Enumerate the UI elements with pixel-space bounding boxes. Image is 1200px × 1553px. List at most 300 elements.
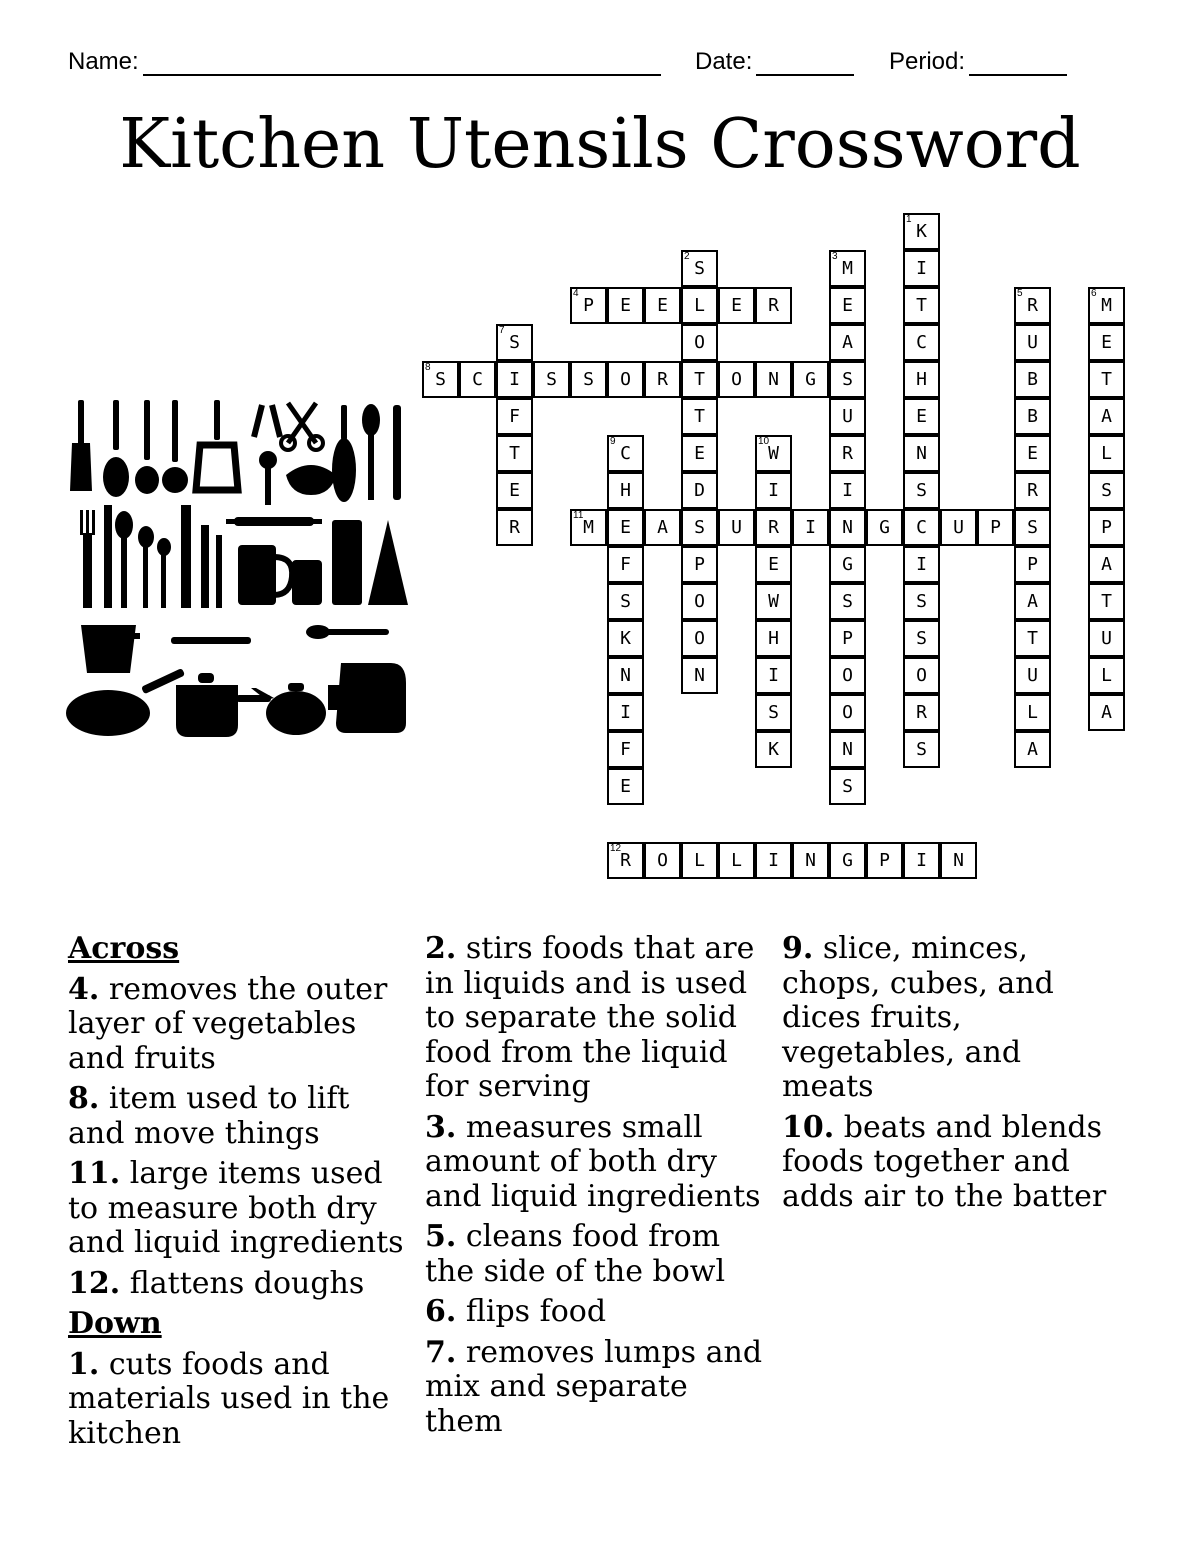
cell-letter: S [620,591,631,612]
crossword-cell[interactable] [829,731,866,768]
clues-column-3 [782,932,1122,1220]
clue-down-10: 10. beats and blends foods together and adds air to the batter [782,1109,1107,1214]
cell-letter: C [916,517,927,538]
clue-number: 1 [906,214,912,225]
cell-letter: R [768,295,779,316]
crossword-cell[interactable] [755,361,792,398]
ladle-icon [135,400,159,494]
scissors-icon [281,403,323,450]
crossword-cell[interactable] [1014,657,1051,694]
cell-letter: A [1101,702,1112,723]
cell-letter: L [694,295,705,316]
cell-letter: G [842,554,853,575]
cell-letter: R [842,443,853,464]
crossword-cell[interactable] [903,250,940,287]
crossword-cell[interactable] [829,250,866,287]
cell-letter: E [657,295,668,316]
crossword-cell[interactable] [1088,361,1125,398]
teapot-icon [251,683,326,735]
period-line[interactable] [969,50,1067,76]
period-label: Period: [889,48,966,75]
crossword-cell[interactable] [903,324,940,361]
cell-letter: C [916,332,927,353]
crossword-cell[interactable] [866,842,903,879]
cell-letter: E [620,295,631,316]
cell-letter: E [731,295,742,316]
crossword-cell[interactable] [570,509,607,546]
crossword-cell[interactable] [718,287,755,324]
crossword-cell[interactable] [829,509,866,546]
spoon-icon [115,511,133,608]
crossword-cell[interactable] [496,398,533,435]
crossword-cell[interactable] [1088,398,1125,435]
cell-letter: B [1027,406,1038,427]
crossword-cell[interactable] [1088,509,1125,546]
cell-letter: D [694,480,705,501]
slotted-spoon-icon [103,400,129,497]
crossword-cell[interactable] [1014,694,1051,731]
crossword-cell[interactable] [1014,620,1051,657]
cell-letter: I [620,702,631,723]
crossword-cell[interactable] [644,287,681,324]
funnel-icon [368,520,408,605]
cell-letter: P [879,850,890,871]
crossword-cell[interactable] [644,842,681,879]
cell-letter: E [768,554,779,575]
crossword-cell[interactable] [866,509,903,546]
crossword-cell[interactable] [681,546,718,583]
wooden-spoon-icon [362,404,380,500]
cell-letter: I [805,517,816,538]
crossword-cell[interactable] [903,509,940,546]
cell-letter: R [768,517,779,538]
crossword-cell[interactable] [681,287,718,324]
down-heading: Down [68,1306,162,1341]
cell-letter: L [1101,443,1112,464]
spatula-icon [70,400,92,491]
crossword-cell[interactable] [829,472,866,509]
cell-letter: L [731,850,742,871]
cell-letter: P [1101,517,1112,538]
cell-letter: H [620,480,631,501]
crossword-cell[interactable] [1014,361,1051,398]
paring-knife-icon [201,525,222,608]
crossword-cell[interactable] [903,620,940,657]
crossword-cell[interactable] [607,657,644,694]
crossword-cell[interactable] [533,361,570,398]
crossword-cell[interactable] [681,361,718,398]
clue-across-12: 12. flattens doughs [68,1265,365,1301]
clue-number: 11 [573,510,584,521]
cell-letter: U [1101,628,1112,649]
tall-glass-icon [332,520,362,605]
measuring-spoon-icon [259,451,277,505]
crossword-cell[interactable] [829,324,866,361]
clue-number: 6 [1091,288,1097,299]
cell-letter: E [916,406,927,427]
page-title: Kitchen Utensils Crossword [119,105,1081,184]
cell-letter: T [916,295,927,316]
cell-letter: S [916,591,927,612]
crossword-cell[interactable] [718,361,755,398]
crossword-cell[interactable] [1014,324,1051,361]
cell-letter: G [805,369,816,390]
cell-letter: F [620,554,631,575]
cell-letter: A [1101,406,1112,427]
clue-across-8: 8. item used to lift and move things [68,1081,350,1151]
cell-letter: M [842,258,853,279]
clue-across-11: 11. large items used to measure both dry and liquid ingredients [68,1156,404,1260]
crossword-cell[interactable] [681,324,718,361]
cell-letter: R [916,702,927,723]
clues-column-1 [68,932,413,1457]
cell-letter: L [1027,702,1038,723]
crossword-cell[interactable] [681,398,718,435]
cell-letter: R [657,369,668,390]
small-spoon-icon [157,538,171,608]
crossword-cell[interactable] [570,361,607,398]
crossword-cell[interactable] [755,287,792,324]
crossword-cell[interactable] [1014,398,1051,435]
clue-down-6: 6. flips food [425,1294,607,1329]
clues-column-2 [425,932,765,1445]
crossword-cell[interactable] [829,620,866,657]
cell-letter: E [1027,443,1038,464]
crossword-cell[interactable] [1088,472,1125,509]
cup-icon [292,560,322,605]
crossword-cell[interactable] [496,361,533,398]
clue-number: 4 [573,288,579,299]
crossword-cell[interactable] [1014,287,1051,324]
crossword-cell[interactable] [607,620,644,657]
crossword-cell[interactable] [829,398,866,435]
crossword-cell[interactable] [829,657,866,694]
crossword-cell[interactable] [903,694,940,731]
crossword-cell[interactable] [755,472,792,509]
crossword-cell[interactable] [718,842,755,879]
crossword-cell[interactable] [829,546,866,583]
cell-letter: I [916,258,927,279]
crossword-cell[interactable] [1014,583,1051,620]
crossword-cell[interactable] [1014,435,1051,472]
period-field[interactable] [889,48,1067,76]
crossword-cell[interactable] [755,435,792,472]
cell-letter: R [1027,480,1038,501]
cell-letter: I [768,480,779,501]
cell-letter: R [1027,295,1038,316]
cell-letter: O [657,850,668,871]
cell-letter: N [805,850,816,871]
clue-down-7: 7. removes lumps and mix and separate them [425,1334,763,1439]
crossword-cell[interactable] [903,398,940,435]
kettle-icon [328,663,406,733]
whisk-icon [332,405,356,502]
crossword-cell[interactable] [607,287,644,324]
cell-letter: E [509,480,520,501]
crossword-cell[interactable] [1014,731,1051,768]
skimmer-icon [162,400,188,493]
masher-icon [196,400,238,490]
cell-letter: L [694,850,705,871]
crossword-cell[interactable] [644,361,681,398]
cell-letter: S [916,739,927,760]
cell-letter: A [657,517,668,538]
cell-letter: B [1027,369,1038,390]
cell-letter: U [1027,332,1038,353]
cell-letter: N [916,443,927,464]
crossword-cell[interactable] [755,583,792,620]
crossword-cell[interactable] [829,694,866,731]
crossword-cell[interactable] [903,287,940,324]
cell-letter: O [694,591,705,612]
cell-letter: K [620,628,631,649]
crossword-cell[interactable] [755,509,792,546]
clue-down-3: 3. measures small amount of both dry and liquid ingredients [425,1109,761,1214]
cell-letter: M [583,517,594,538]
cell-letter: I [842,480,853,501]
crossword-cell[interactable] [718,509,755,546]
clue-down-1: 1. cuts foods and materials used in the kitchen [68,1346,390,1451]
bowl-icon [286,465,336,495]
cell-letter: N [842,739,853,760]
cell-letter: K [768,739,779,760]
crossword-cell[interactable] [459,361,496,398]
cell-letter: T [694,369,705,390]
crossword-cell[interactable] [903,583,940,620]
crossword-cell[interactable] [607,435,644,472]
crossword-cell[interactable] [1088,546,1125,583]
cell-letter: A [842,332,853,353]
crossword-cell[interactable] [1014,509,1051,546]
teaspoon-icon [138,526,154,608]
name-line[interactable] [143,50,661,76]
crossword-cell[interactable] [496,472,533,509]
crossword-cell[interactable] [829,583,866,620]
clue-number: 10 [758,436,770,447]
crossword-cell[interactable] [1088,694,1125,731]
crossword-cell[interactable] [607,583,644,620]
rolling-pin-icon [226,517,322,526]
cell-letter: S [842,776,853,797]
cell-letter: O [842,702,853,723]
baster-icon [306,625,389,639]
crossword-cell[interactable] [940,842,977,879]
crossword-cell[interactable] [829,768,866,805]
cell-letter: F [620,739,631,760]
clue-down-9: 9. slice, minces, chops, cubes, and dices fruits, vegetables, and meats [782,931,1054,1104]
crossword-cell[interactable] [940,509,977,546]
crossword-cell[interactable] [755,694,792,731]
cell-letter: S [916,628,927,649]
crossword-cell[interactable] [607,842,644,879]
date-field[interactable] [695,48,854,76]
crossword-cell[interactable] [829,361,866,398]
date-line[interactable] [756,50,854,76]
cell-letter: T [1101,591,1112,612]
cell-letter: E [620,517,631,538]
crossword-cell[interactable] [903,842,940,879]
cell-letter: S [1027,517,1038,538]
crossword-cell[interactable] [792,361,829,398]
crossword-cell[interactable] [422,361,459,398]
crossword-cell[interactable] [903,435,940,472]
cell-letter: S [842,369,853,390]
cell-letter: S [768,702,779,723]
cell-letter: A [1027,739,1038,760]
crossword-cell[interactable] [681,250,718,287]
crossword-cell[interactable] [1088,324,1125,361]
crossword-cell[interactable] [496,324,533,361]
cell-letter: P [583,295,594,316]
clue-down-5: 5. cleans food from the side of the bowl [425,1219,726,1289]
name-label: Name: [68,48,139,75]
crossword-cell[interactable] [681,583,718,620]
cell-letter: S [842,591,853,612]
crossword-cell[interactable] [1088,287,1125,324]
crossword-cell[interactable] [681,435,718,472]
cell-letter: E [842,295,853,316]
cell-letter: A [1027,591,1038,612]
crossword-cell[interactable] [755,620,792,657]
cell-letter: S [546,369,557,390]
cell-letter: W [768,443,779,464]
cell-letter: C [472,369,483,390]
crossword-cell[interactable] [1088,620,1125,657]
clue-number: 5 [1017,288,1023,299]
cell-letter: U [731,517,742,538]
clue-number: 7 [499,325,505,336]
crossword-cell[interactable] [903,546,940,583]
crossword-cell[interactable] [977,509,1014,546]
crossword-cell[interactable] [903,472,940,509]
crossword-cell[interactable] [903,213,940,250]
cell-letter: E [1101,332,1112,353]
cell-letter: S [694,258,705,279]
crossword-cell[interactable] [755,657,792,694]
cell-letter: W [768,591,779,612]
crossword-cell[interactable] [829,842,866,879]
cell-letter: H [916,369,927,390]
crossword-cell[interactable] [755,842,792,879]
cell-letter: T [509,443,520,464]
cell-letter: S [435,369,446,390]
cell-letter: E [620,776,631,797]
cell-letter: E [694,443,705,464]
crossword-cell[interactable] [681,657,718,694]
cell-letter: N [694,665,705,686]
cell-letter: U [953,517,964,538]
crossword-cell[interactable] [1014,472,1051,509]
cell-letter: I [916,850,927,871]
cell-letter: P [1027,554,1038,575]
chef-knife-icon [181,505,191,608]
crossword-cell[interactable] [681,620,718,657]
crossword-cell[interactable] [829,435,866,472]
cell-letter: P [694,554,705,575]
cell-letter: H [768,628,779,649]
clue-number: 3 [832,251,838,262]
crossword-cell[interactable] [607,361,644,398]
mug-icon [238,545,292,605]
clue-across-4: 4. removes the outer layer of vegetables and fruits [68,971,388,1076]
clue-number: 8 [425,362,431,373]
cell-letter: L [1101,665,1112,686]
crossword-cell[interactable] [1088,435,1125,472]
crossword-cell[interactable] [496,435,533,472]
cell-letter: K [916,221,927,242]
crossword-cell[interactable] [681,842,718,879]
crossword-cell[interactable] [644,509,681,546]
cell-letter: I [509,369,520,390]
name-field[interactable] [68,48,661,76]
crossword-cell[interactable] [755,731,792,768]
cell-letter: S [694,517,705,538]
cell-letter: S [509,332,520,353]
cell-letter: F [509,406,520,427]
crossword-cell[interactable] [792,509,829,546]
crossword-cell[interactable] [903,361,940,398]
across-heading: Across [68,931,180,966]
crossword-cell[interactable] [607,472,644,509]
clue-down-2: 2. stirs foods that are in liquids and is used to separate the solid food from the liquid for serving [425,931,755,1104]
crossword-cell[interactable] [792,842,829,879]
crossword-cell[interactable] [1088,583,1125,620]
fork-icon [80,510,95,608]
clue-number: 9 [610,436,616,447]
cell-letter: S [583,369,594,390]
crossword-cell[interactable] [1014,546,1051,583]
date-label: Date: [695,48,753,75]
frying-pan-icon [66,668,185,736]
crossword-cell[interactable] [607,694,644,731]
cell-letter: R [620,850,631,871]
cell-letter: O [916,665,927,686]
cell-letter: C [620,443,631,464]
cell-letter: S [916,480,927,501]
cell-letter: U [1027,665,1038,686]
cell-letter: N [953,850,964,871]
crossword-cell[interactable] [903,731,940,768]
crossword-cell[interactable] [903,657,940,694]
cell-letter: G [842,850,853,871]
crossword-cell[interactable] [607,509,644,546]
crossword-cell[interactable] [570,287,607,324]
cell-letter: N [768,369,779,390]
cell-letter: I [768,665,779,686]
cell-letter: O [620,369,631,390]
cell-letter: N [620,665,631,686]
crossword-cell[interactable] [681,472,718,509]
cell-letter: G [879,517,890,538]
cell-letter: A [1101,554,1112,575]
cell-letter: M [1101,295,1112,316]
crossword-cell[interactable] [829,287,866,324]
crossword-cell[interactable] [1088,657,1125,694]
crossword-cell[interactable] [681,509,718,546]
cell-letter: T [694,406,705,427]
crossword-cell[interactable] [496,509,533,546]
crossword-cell[interactable] [607,546,644,583]
cell-letter: O [842,665,853,686]
saucepan-icon [176,673,271,737]
crossword-cell[interactable] [607,768,644,805]
crossword-cell[interactable] [755,546,792,583]
knife-icon [104,505,112,608]
cell-letter: P [990,517,1001,538]
crossword-cell[interactable] [607,731,644,768]
cell-letter: O [694,332,705,353]
cell-letter: U [842,406,853,427]
